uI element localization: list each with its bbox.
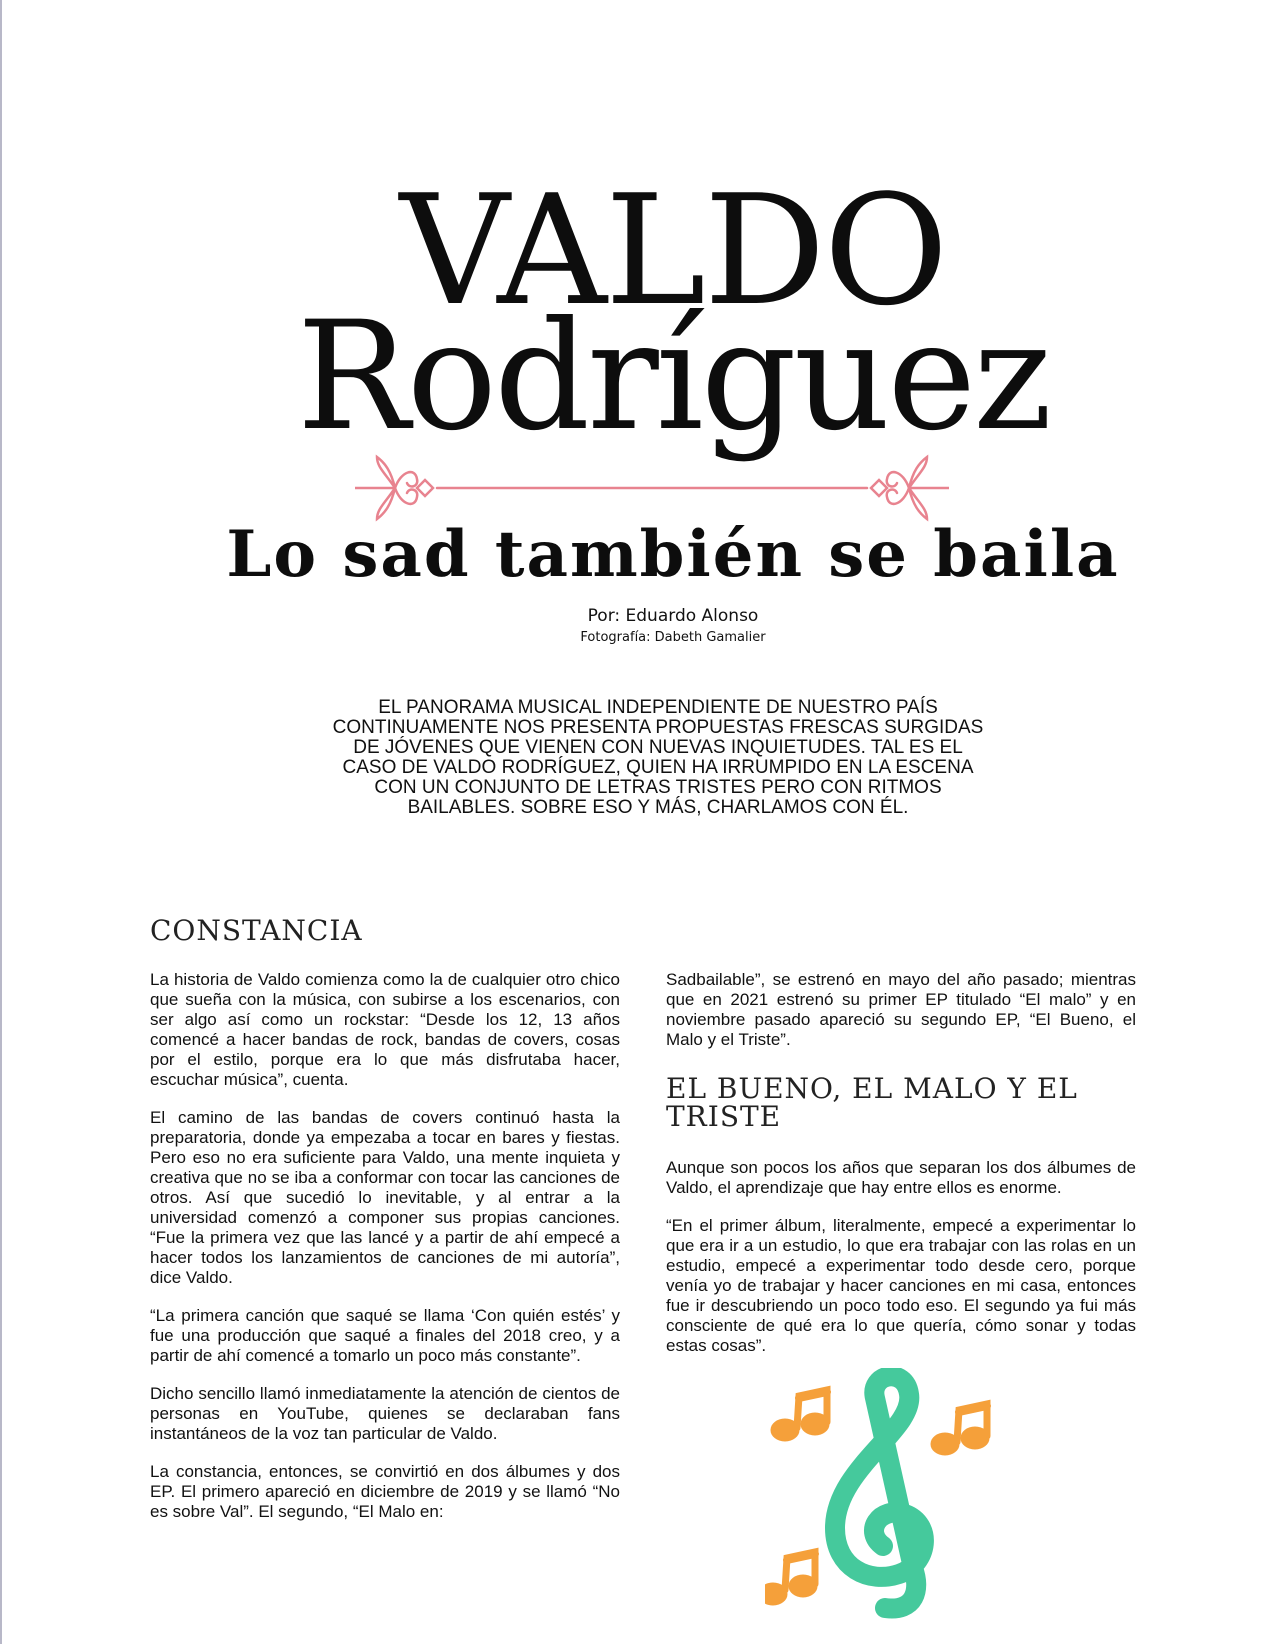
title-first-name: VALDO (399, 162, 947, 339)
right-column (666, 970, 1136, 1068)
left-column (150, 970, 620, 1540)
body-paragraph-continuation: Sadbailable”, se estrenó en mayo del año pasado; mientras que en 2021 estrenó su primer EP titulado “El malo” y en noviembre pasado apareció su segundo EP, “El Bueno, el Malo y el Triste”. (666, 970, 1136, 1049)
body-paragraph: Dicho sencillo llamó inmediatamente la atención de cientos de personas en YouTube, quienes se declaraban fans instantáneos de la voz tan particular de Valdo. (150, 1384, 620, 1443)
section-heading-bueno-malo-triste: EL BUENO, EL MALO Y EL TRISTE (666, 1072, 1078, 1133)
decorative-divider-ornament (355, 453, 949, 523)
body-paragraph: El camino de las bandas de covers continuó hasta la preparatoria, donde ya empezaba a tocar en bares y fiestas. Pero eso no era suficiente para Valdo, una mente inquieta y creativa que no se iba a conformar con tocar las canciones de otros. Así que sucedió lo inevitable, y al entrar a la universidad comenzó a componer sus propias canciones. “Fue la primera vez que las lancé y a partir de ahí empecé a hacer todos los lanzamientos de canciones de mi autoría”, dice Valdo. (150, 1108, 620, 1287)
title-last-name: Rodríguez (296, 290, 1050, 464)
body-paragraph: La historia de Valdo comienza como la de cualquier otro chico que sueña con la música, con subirse a los escenarios, con ser algo así como un rockstar: “Desde los 12, 13 años comencé a hacer bandas de rock, bandas de covers, cosas por el estilo, porque era lo que más disfrutaba hacer, escuchar música”, cuenta. (150, 970, 620, 1089)
intro-paragraph: EL PANORAMA MUSICAL INDEPENDIENTE DE NUESTRO PAÍS CONTINUAMENTE NOS PRESENTA PROPUESTAS FRESCAS SURGIDAS DE JÓVENES QUE VIENEN CON NUEVAS INQUIETUDES. TAL ES EL CASO DE VALDO RODRÍGUEZ, QUIEN HA IRRUMPIDO EN LA ESCENA CON UN CONJUNTO DE LETRAS TRISTES PERO CON RITMOS BAILABLES. SOBRE ESO Y MÁS, CHARLAMOS CON ÉL. (332, 697, 984, 818)
body-paragraph: La constancia, entonces, se convirtió en dos álbumes y dos EP. El primero apareció en diciembre de 2019 y se llamó “No es sobre Val”. El segundo, “El Malo en: (150, 1462, 620, 1521)
section-heading-constancia: CONSTANCIA (150, 914, 363, 947)
article-subtitle: Lo sad también se baila (226, 517, 1120, 592)
body-paragraph: Aunque son pocos los años que separan los dos álbumes de Valdo, el aprendizaje que hay entre ellos es enorme. (666, 1158, 1136, 1197)
right-column-section-two (666, 1158, 1136, 1374)
music-notes-illustration (765, 1368, 1045, 1626)
body-paragraph: “En el primer álbum, literalmente, empecé a experimentar lo que era ir a un estudio, lo que era trabajar con las rolas en un estudio, empecé a experimentar todo desde cero, porque venía yo de trabajar y hacer canciones en mi casa, entonces fue ir descubriendo un poco todo eso. El segundo ya fui más consciente de qué era lo que quería, cómo sonar y todas estas cosas”. (666, 1216, 1136, 1355)
treble-clef-icon (835, 1376, 924, 1608)
photo-credit: Fotografía: Dabeth Gamalier (580, 630, 766, 645)
body-paragraph: “La primera canción que saqué se llama ‘Con quién estés’ y fue una producción que saqué a finales del 2018 creo, y a partir de ahí comencé a tomarlo un poco más constante”. (150, 1306, 620, 1365)
author-byline: Por: Eduardo Alonso (587, 606, 759, 626)
